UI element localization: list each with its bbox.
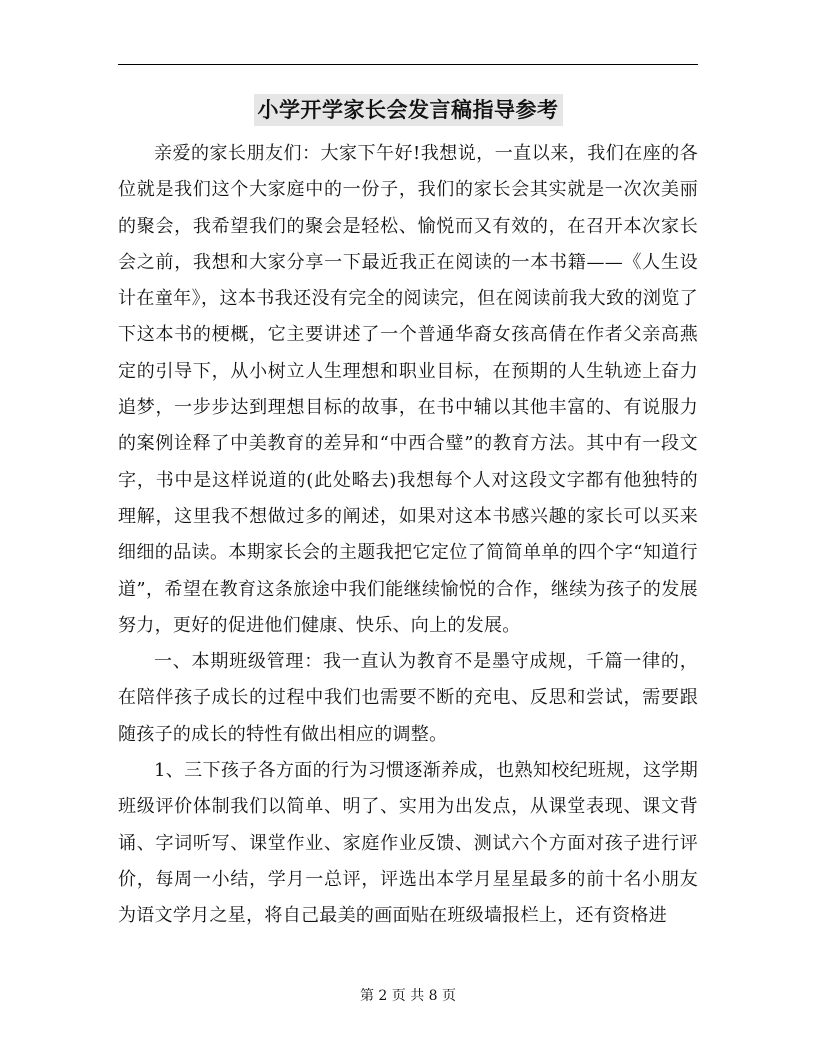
document-title: 小学开学家长会发言稿指导参考 [254,94,563,126]
header-rule [118,64,698,65]
document-title-wrap [0,94,816,130]
body-paragraph-class-management: 一、本期班级管理：我一直认为教育不是墨守成规，千篇一律的，在陪伴孩子成长的过程中我们也需要不断的充电、反思和尝试，需要跟随孩子的成长的特性有做出相应的调整。 [118,651,698,745]
document-body [118,136,698,935]
page-number-footer: 第 2 页 共 8 页 [359,988,457,1004]
body-paragraph-intro: 亲爱的家长朋友们：大家下午好!我想说，一直以来，我们在座的各位就是我们这个大家庭中的一份子，我们的家长会其实就是一次次美丽的聚会，我希望我们的聚会是轻松、愉悦而又有效的，在召开本次家长会之前，我想和大家分享一下最近我正在阅读的一本书籍——《人生设计在童年》，这本书我还没有完全的阅读完，但在阅读前我大致的浏览了下这本书的梗概，它主要讲述了一个普通华裔女孩高倩在作者父亲高燕定的引导下，从小树立人生理想和职业目标，在预期的人生轨迹上奋力追梦，一步步达到理想目标的故事，在书中辅以其他丰富的、有说服力的案例诠释了中美教育的差异和“中西合璧”的教育方法。其中有一段文字，书中是这样说道的(此处略去)我想每个人对这段文字都有他独特的理解，这里我不想做过多的阐述，如果对这本书感兴趣的家长可以买来细细的品读。本期家长会的主题我把它定位了简简单单的四个字“知道行道”，希望在教育这条旅途中我们能继续愉悦的合作，继续为孩子的发展努力，更好的促进他们健康、快乐、向上的发展。 [118,143,698,636]
body-paragraph-evaluation: 1、三下孩子各方面的行为习惯逐渐养成，也熟知校纪班规，这学期班级评价体制我们以简单、明了、实用为出发点，从课堂表现、课文背诵、字词听写、课堂作业、家庭作业反馈、测试六个方面对孩子进行评价，每周一小结，学月一总评，评选出本学月星星最多的前十名小朋友为语文学月之星，将自己最美的画面贴在班级墙报栏上，还有资格进 [118,760,698,927]
